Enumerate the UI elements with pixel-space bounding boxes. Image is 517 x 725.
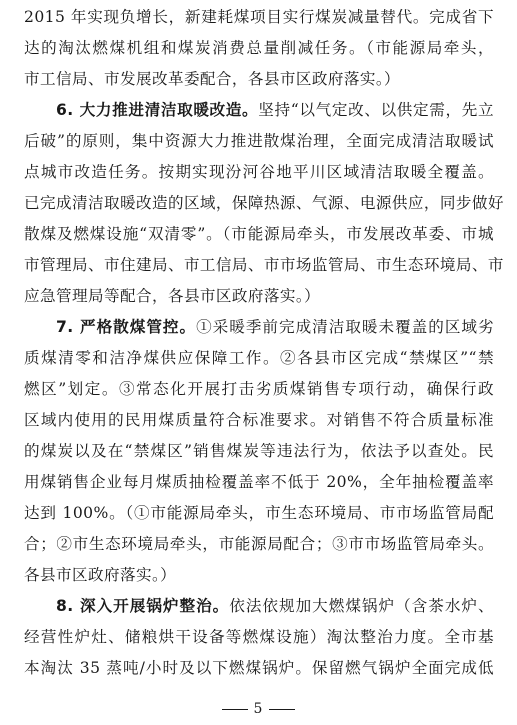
- text-line: 合；②市生态环境局牵头，市能源局配合；③市市场监管局牵头。: [24, 535, 494, 553]
- text-line: 坚持“以气定改、以供定需，先立: [258, 101, 494, 119]
- text-line: 依法依规加大燃煤锅炉（含茶水炉、: [229, 597, 494, 615]
- text-line: 燃区”划定。③常态化开展打击劣质煤销售专项行动，确保行政: [24, 380, 494, 398]
- text-line: 各县市区政府落实。）: [24, 566, 177, 584]
- text-line: 达的淘汰燃煤机组和煤炭消费总量削减任务。（市能源局牵头，: [24, 39, 494, 57]
- section-heading-7: 7. 严格散煤管控。: [56, 318, 197, 336]
- text-line: 质煤清零和洁净煤供应保障工作。②各县市区完成“禁煤区”“禁: [24, 349, 494, 367]
- text-line: 区域内使用的民用煤质量符合标准要求。对销售不符合质量标准: [24, 411, 494, 429]
- page-number: 5: [253, 701, 264, 717]
- text-line: 的煤炭以及在“禁煤区”销售煤炭等违法行为，依法予以查处。民: [24, 442, 494, 460]
- text-line: 应急管理局等配合，各县市区政府落实。）: [24, 287, 321, 305]
- text-line: 达到 100%。（①市能源局牵头，市生态环境局、市市场监管局配: [24, 504, 494, 522]
- text-line: 已完成清洁取暖改造的区域，保障热源、气源、电源供应，同步做好: [24, 194, 504, 212]
- footer-dash-right: [269, 709, 295, 710]
- section-heading-8: 8. 深入开展锅炉整治。: [56, 597, 230, 615]
- text-line: 散煤及燃煤设施“双清零”。（市能源局牵头，市发展改革委、市城: [24, 225, 494, 243]
- page-footer: [0, 701, 517, 717]
- text-line: 市管理局、市住建局、市工信局、市市场监管局、市生态环境局、市: [24, 256, 504, 274]
- text-line: 2015 年实现负增长，新建耗煤项目实行煤炭减量替代。完成省下: [24, 8, 494, 26]
- text-line: 市工信局、市发展改革委配合，各县市区政府落实。）: [24, 70, 401, 88]
- text-line: 经营性炉灶、储粮烘干设备等燃煤设施）淘汰整治力度。全市基: [24, 628, 494, 646]
- text-line: 本淘汰 35 蒸吨/小时及以下燃煤锅炉。保留燃气锅炉全面完成低: [24, 659, 494, 677]
- section-heading-6: 6. 大力推进清洁取暖改造。: [56, 101, 259, 119]
- text-line: 后破”的原则，集中资源大力推进散煤治理，全面完成清洁取暖试: [24, 132, 494, 150]
- text-line: ①采暖季前完成清洁取暖未覆盖的区域劣: [196, 318, 495, 336]
- text-line: 用煤销售企业每月煤质抽检覆盖率不低于 20%，全年抽检覆盖率: [24, 473, 494, 491]
- text-line: 点城市改造任务。按期实现汾河谷地平川区域清洁取暖全覆盖。: [24, 163, 494, 181]
- footer-dash-left: [222, 709, 248, 710]
